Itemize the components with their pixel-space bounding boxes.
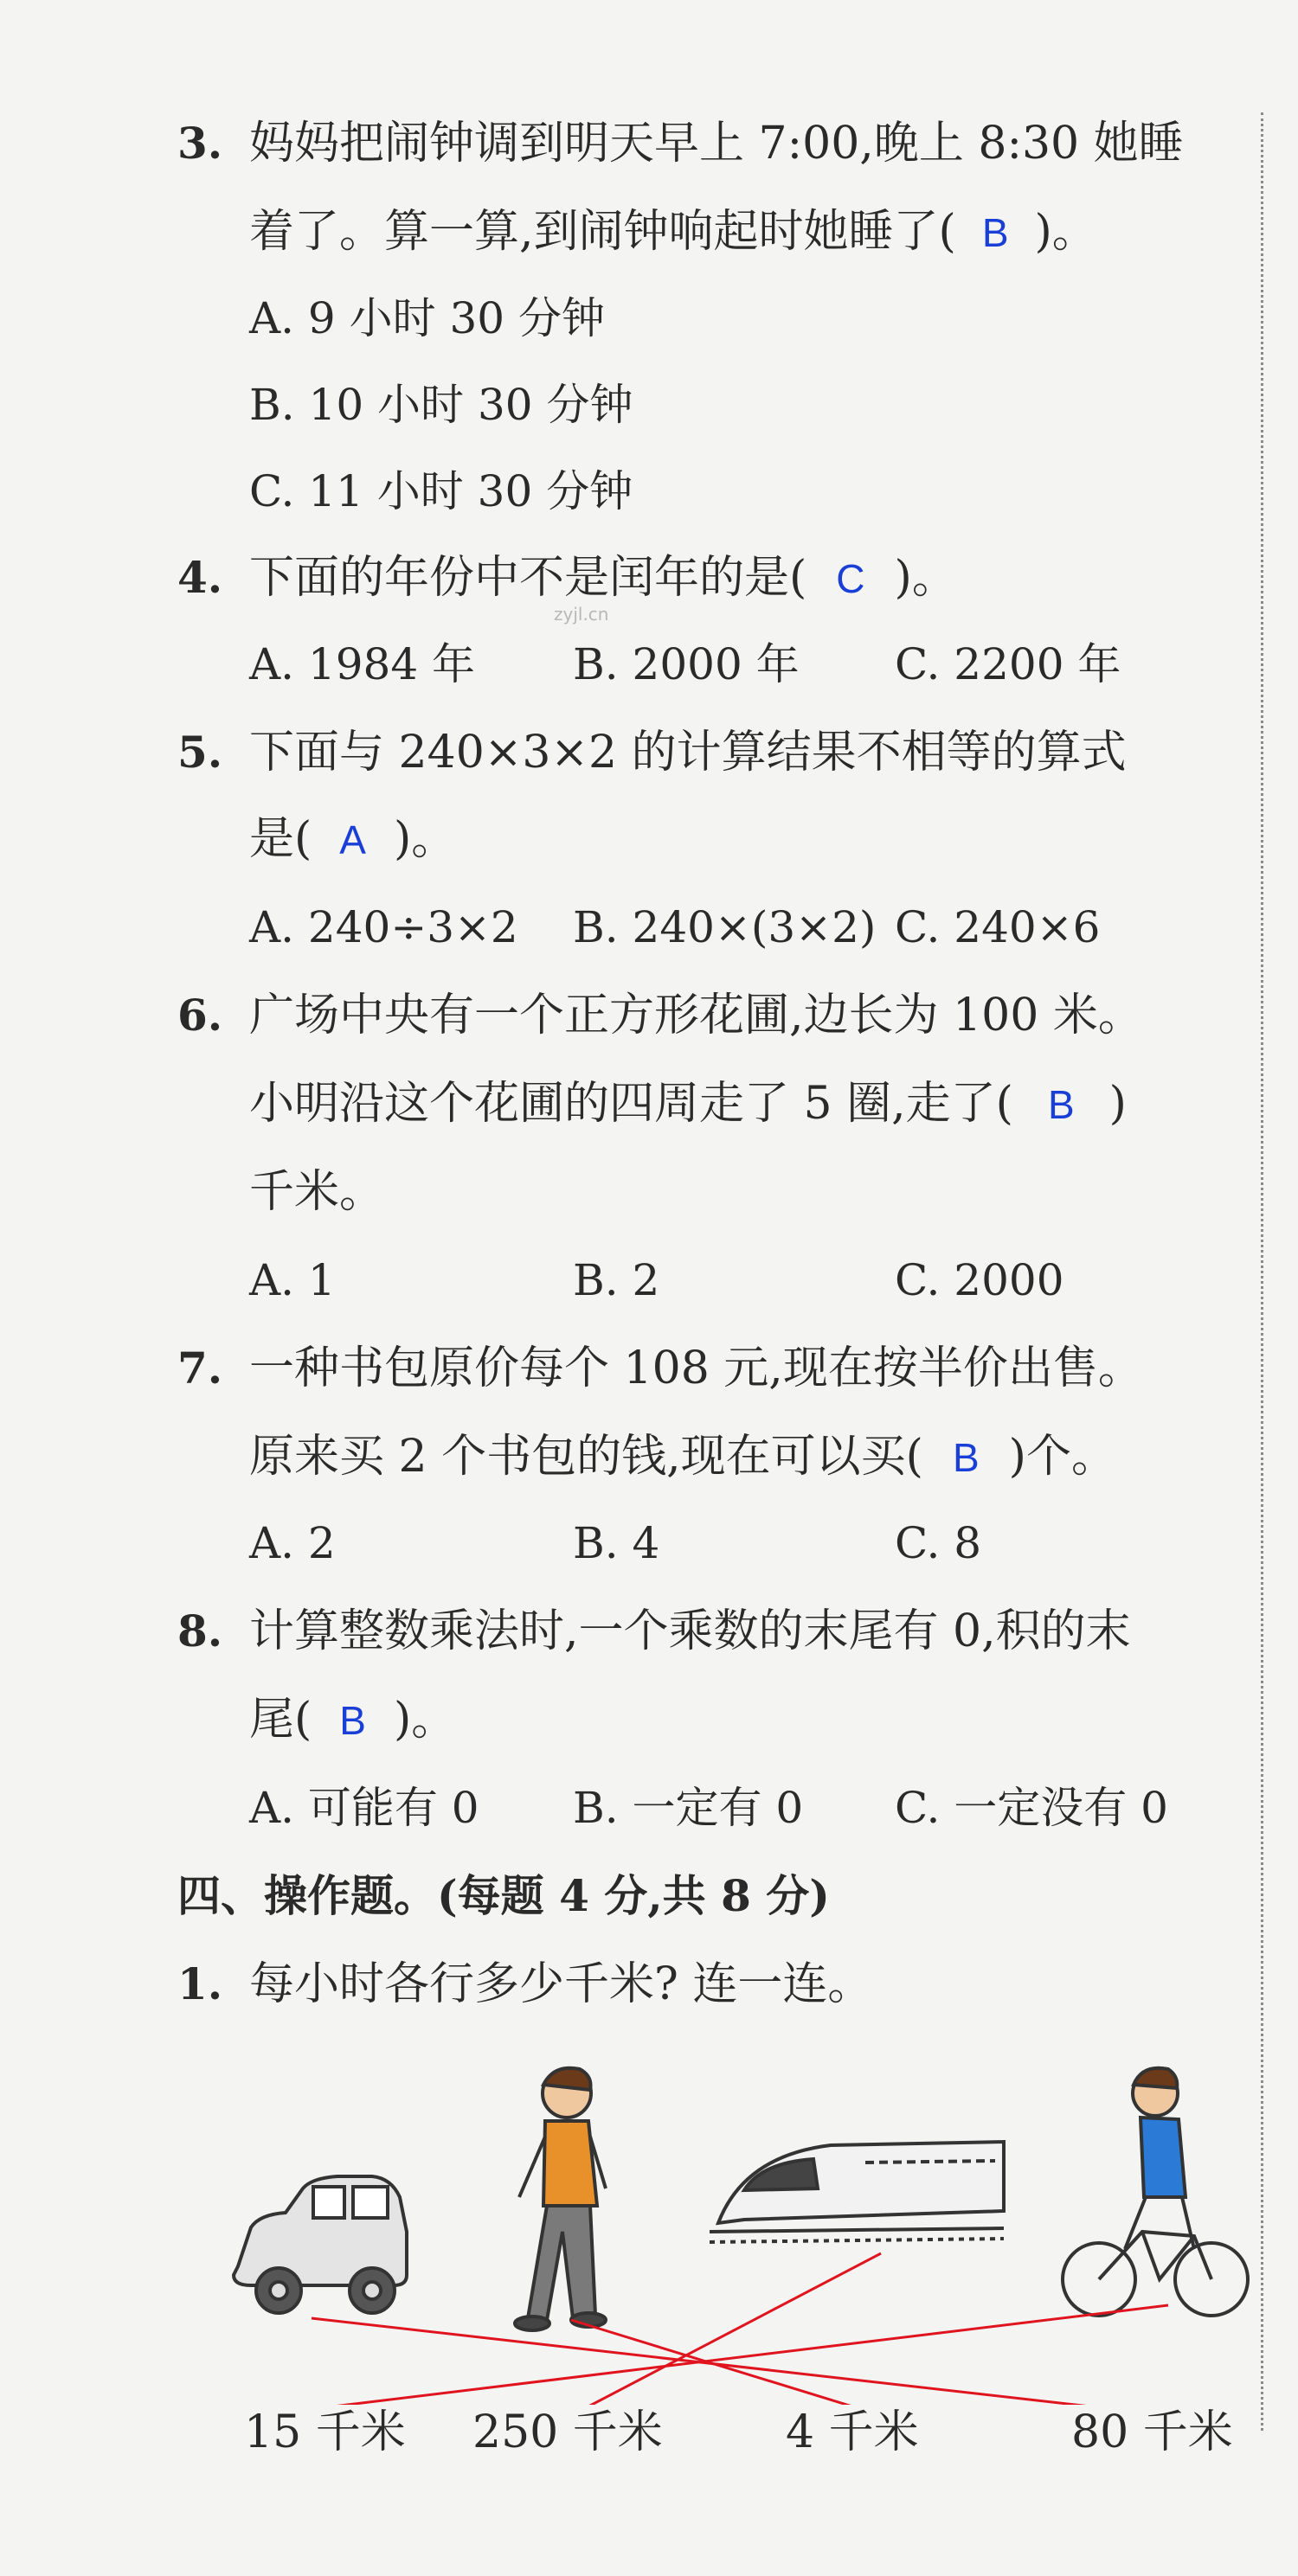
q7-option-b: B. 4 [573, 1518, 660, 1568]
high-speed-train-icon [710, 2142, 1004, 2242]
q8-option-b: B. 一定有 0 [573, 1783, 804, 1833]
q7-line2 [249, 1429, 1116, 1485]
match-lines [312, 2253, 1168, 2405]
q6-option-b: B. 2 [573, 1255, 660, 1305]
q4-line [249, 550, 957, 606]
speed-label-3: 4 千米 [786, 2406, 919, 2458]
q7-line2-post: )个。 [1008, 1431, 1116, 1483]
q6-line2-post: ) [1108, 1078, 1127, 1130]
q5-option-b: B. 240×(3×2) [573, 902, 877, 952]
op1-text: 每小时各行多少千米? 连一连。 [249, 1958, 873, 2010]
q7-number: 7. [177, 1342, 223, 1394]
watermark: zyjl.cn [554, 604, 609, 625]
q3-line2-post: )。 [1034, 206, 1097, 258]
q3-answer: B [981, 210, 1009, 255]
q8-line2 [249, 1692, 456, 1748]
match-line-train [588, 2253, 881, 2405]
q6-answer: B [1047, 1082, 1075, 1127]
q8-answer: B [339, 1698, 366, 1743]
q7-answer: B [952, 1435, 980, 1480]
q5-line1: 下面与 240×3×2 的计算结果不相等的算式 [249, 727, 1127, 779]
q4-number: 4. [177, 552, 223, 603]
q3-line1: 妈妈把闹钟调到明天早上 7:00,晚上 8:30 她睡 [249, 118, 1184, 170]
q8-line1: 计算整数乘法时,一个乘数的末尾有 0,积的末 [249, 1605, 1131, 1657]
q3-line2-pre: 着了。算一算,到闹钟响起时她睡了( [249, 206, 956, 258]
q4-answer: C [836, 556, 865, 601]
q6-line2-pre: 小明沿这个花圃的四周走了 5 圈,走了( [249, 1078, 1013, 1130]
q8-option-c: C. 一定没有 0 [895, 1783, 1168, 1833]
q5-line2-pre: 是( [249, 813, 312, 865]
q5-line2 [249, 811, 456, 868]
q6-number: 6. [177, 990, 223, 1041]
q5-number: 5. [177, 727, 223, 778]
op1-number: 1. [177, 1958, 223, 2009]
car-icon [234, 2176, 407, 2313]
q6-line3: 千米。 [249, 1166, 385, 1218]
speed-label-1: 15 千米 [244, 2406, 406, 2458]
q3-line2 [249, 204, 1097, 260]
q7-option-c: C. 8 [895, 1518, 982, 1568]
q4-text-pre: 下面的年份中不是闰年的是( [249, 552, 807, 604]
q7-option-a: A. 2 [249, 1518, 336, 1568]
cyclist-icon [1063, 2068, 1248, 2316]
q4-text-post: )。 [894, 552, 957, 604]
q7-line2-pre: 原来买 2 个书包的钱,现在可以买( [249, 1431, 923, 1483]
q6-line1: 广场中央有一个正方形花圃,边长为 100 米。 [249, 990, 1143, 1041]
q6-option-a: A. 1 [249, 1255, 336, 1305]
q4-option-b: B. 2000 年 [573, 639, 800, 689]
q8-option-a: A. 可能有 0 [249, 1783, 479, 1833]
q8-line2-post: )。 [393, 1694, 457, 1746]
q5-option-a: A. 240÷3×2 [249, 902, 518, 952]
q4-option-a: A. 1984 年 [249, 639, 476, 689]
q3-option-a: A. 9 小时 30 分钟 [249, 293, 606, 343]
q3-number: 3. [177, 118, 223, 169]
q3-option-b: B. 10 小时 30 分钟 [249, 380, 633, 430]
walking-boy-icon [515, 2068, 606, 2330]
matching-illustration [0, 2059, 1298, 2405]
speed-label-2: 250 千米 [472, 2406, 663, 2458]
q5-line2-post: )。 [393, 813, 457, 865]
q5-answer: A [339, 817, 366, 862]
q4-option-c: C. 2200 年 [895, 639, 1121, 689]
q8-number: 8. [177, 1605, 223, 1656]
q6-option-c: C. 2000 [895, 1255, 1064, 1305]
q5-option-c: C. 240×6 [895, 902, 1101, 952]
q8-line2-pre: 尾( [249, 1694, 312, 1746]
q3-option-c: C. 11 小时 30 分钟 [249, 466, 633, 516]
section-title: 四、操作题。(每题 4 分,共 8 分) [177, 1870, 830, 1921]
q6-line2 [249, 1076, 1127, 1132]
speed-label-4: 80 千米 [1071, 2406, 1233, 2458]
q7-line1: 一种书包原价每个 108 元,现在按半价出售。 [249, 1342, 1143, 1394]
